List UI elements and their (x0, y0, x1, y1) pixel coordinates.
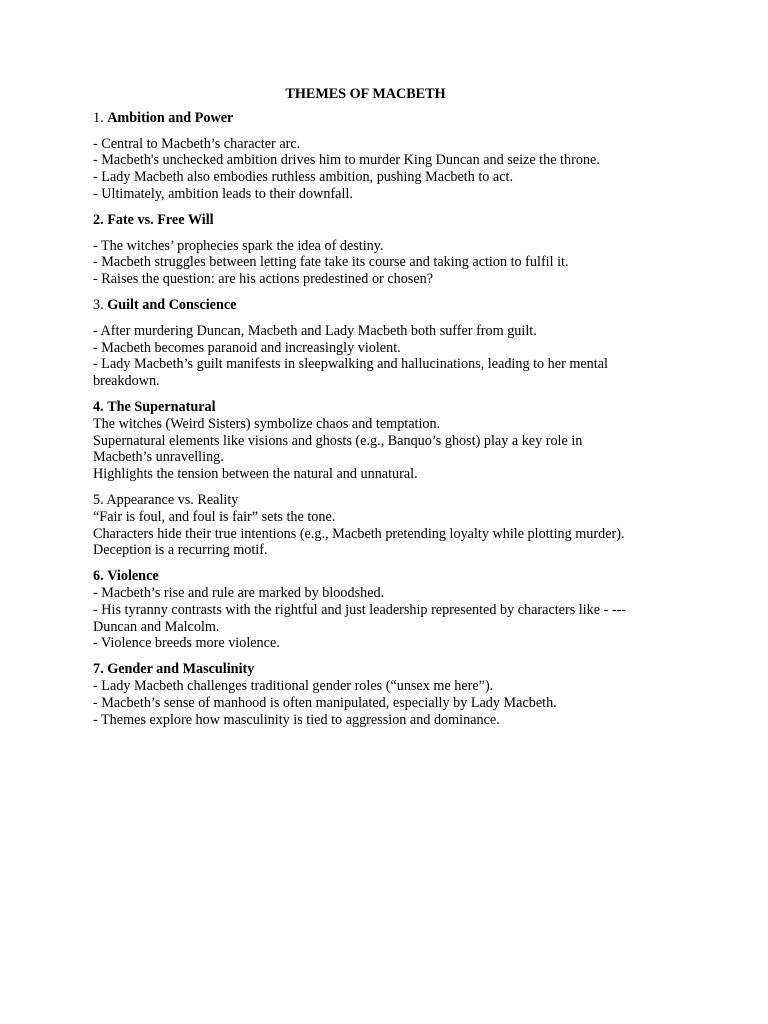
line: - His tyranny contrasts with the rightful and just leadership represented by characters like - --- (93, 601, 627, 618)
section-appearance-vs-reality (93, 492, 693, 559)
document-body (93, 86, 693, 737)
section-violence (93, 568, 693, 652)
line: - Macbeth’s sense of manhood is often manipulated, especially by Lady Macbeth. (93, 694, 557, 711)
line: Macbeth’s unravelling. (93, 449, 224, 466)
section-title: The Supernatural (107, 398, 216, 415)
section-title: Gender and Masculinity (107, 661, 255, 678)
line: “Fair is foul, and foul is fair” sets the tone. (93, 508, 336, 525)
line: Duncan and Malcolm. (93, 618, 220, 635)
section-the-supernatural (93, 399, 693, 483)
section-number: 6. (93, 568, 104, 585)
section-heading (93, 297, 693, 314)
line: - Lady Macbeth also embodies ruthless ambition, pushing Macbeth to act. (93, 169, 514, 186)
line: breakdown. (93, 373, 160, 390)
line: - Violence breeds more violence. (93, 635, 280, 652)
section-lines (93, 585, 693, 652)
section-number: 1. (93, 109, 104, 126)
line: - The witches’ prophecies spark the idea of destiny. (93, 237, 384, 254)
line: - Macbeth becomes paranoid and increasingly violent. (93, 339, 401, 356)
section-number: 5. (93, 491, 104, 508)
section-title: Fate vs. Free Will (107, 211, 214, 228)
section-ambition-and-power (93, 110, 693, 203)
line: - Themes explore how masculinity is tied to aggression and dominance. (93, 711, 500, 728)
section-lines (93, 416, 693, 483)
section-heading (93, 212, 693, 229)
section-fate-vs-free-will (93, 212, 693, 288)
line: - Macbeth's unchecked ambition drives him to murder King Duncan and seize the throne. (93, 152, 600, 169)
line: - After murdering Duncan, Macbeth and Lady Macbeth both suffer from guilt. (93, 322, 537, 339)
section-heading (93, 568, 693, 585)
section-lines (93, 238, 693, 288)
line: - Lady Macbeth challenges traditional gender roles (“unsex me here”). (93, 677, 494, 694)
document-title: THEMES OF MACBETH (285, 86, 446, 102)
line: Supernatural elements like visions and ghosts (e.g., Banquo’s ghost) play a key role in (93, 432, 583, 449)
section-title: Appearance vs. Reality (106, 491, 239, 508)
section-number: 2. (93, 211, 104, 228)
section-number: 3. (93, 296, 104, 313)
section-gender-and-masculinity (93, 661, 693, 728)
line: Characters hide their true intentions (e.g., Macbeth pretending loyalty while plotting murder). (93, 525, 625, 542)
section-heading (93, 110, 693, 127)
line: - Raises the question: are his actions predestined or chosen? (93, 271, 434, 288)
section-number: 7. (93, 661, 104, 678)
section-lines (93, 509, 693, 559)
line: Deception is a recurring motif. (93, 542, 268, 559)
section-heading (93, 492, 693, 509)
line: - Macbeth struggles between letting fate take its course and taking action to fulfil it. (93, 254, 569, 271)
line: - Lady Macbeth’s guilt manifests in sleepwalking and hallucinations, leading to her mental (93, 356, 608, 373)
section-lines (93, 136, 693, 203)
line: Highlights the tension between the natural and unnatural. (93, 466, 418, 483)
section-heading (93, 399, 693, 416)
line: - Ultimately, ambition leads to their downfall. (93, 185, 353, 202)
section-guilt-and-conscience (93, 297, 693, 390)
section-title: Violence (107, 568, 159, 585)
line: - Central to Macbeth’s character arc. (93, 135, 301, 152)
section-heading (93, 661, 693, 678)
section-number: 4. (93, 398, 104, 415)
section-lines (93, 323, 693, 390)
section-lines (93, 678, 693, 728)
line: - Macbeth’s rise and rule are marked by bloodshed. (93, 584, 385, 601)
section-title: Guilt and Conscience (107, 296, 237, 313)
line: The witches (Weird Sisters) symbolize chaos and temptation. (93, 415, 441, 432)
section-title: Ambition and Power (107, 109, 234, 126)
